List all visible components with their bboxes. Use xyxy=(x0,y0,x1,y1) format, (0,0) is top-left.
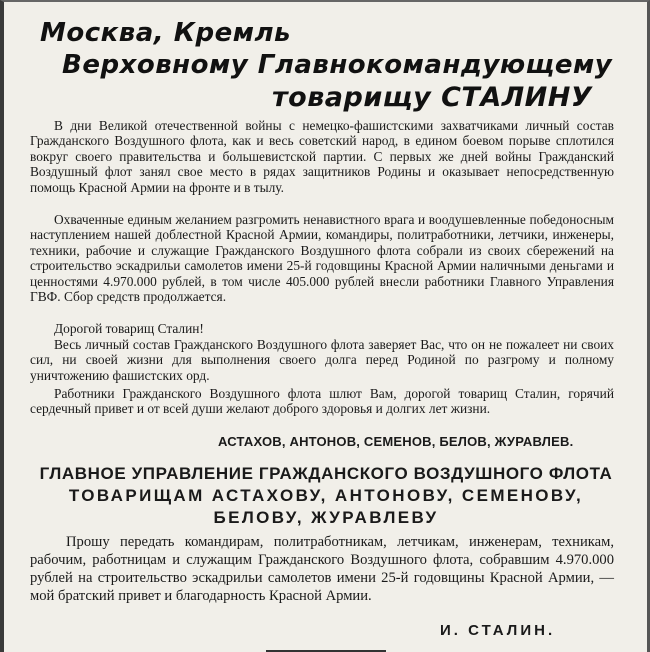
letter-paragraph-2: Охваченные единым желанием разгромить ненавистного врага и воодушевленные победоносным наступлением нашей доблестной Красной Армии, командиры, политработники, летчики, инженеры, техники, рабочие и служащие Гражданского Воздушного флота собрали из своих сбережений на строительство эскадрильи самолетов имени 25-й годовщины Красной Армии наличными деньгами и ценностями 4.970.000 рублей, в том числе 405.000 рублей внесли работники Главного Управления ГВФ. Сбор средств продолжается. xyxy=(30,212,614,305)
reply-text: Прошу передать командирам, политработникам, летчикам, инженерам, техникам, рабочим, работницам и служащим Гражданского Воздушного флота, собравшим 4.970.000 рублей на строительство эскадрильи самолетов имени 25-й годовщины Красной Армии, — мой братский привет и благодарность Красной Армии. xyxy=(30,534,614,604)
letter-signers: АСТАХОВ, АНТОНОВ, СЕМЕНОВ, БЕЛОВ, ЖУРАВЛЕВ. xyxy=(218,434,574,449)
letter-salutation: Дорогой товарищ Сталин! xyxy=(54,321,204,336)
address-line-1: Москва, Кремль xyxy=(40,18,291,48)
reply-signature: И. СТАЛИН. xyxy=(440,622,556,639)
letter-paragraph-4: Работники Гражданского Воздушного флота шлют Вам, дорогой товарищ Сталин, горячий сердечный привет и от всей души желают доброго здоровья и долгих лет жизни. xyxy=(30,386,614,417)
reply-header-2: ТОВАРИЩАМ АСТАХОВУ, АНТОНОВУ, СЕМЕНОВУ, xyxy=(68,486,584,505)
address-line-3: товарищу СТАЛИНУ xyxy=(272,82,593,113)
reply-header-3: БЕЛОВУ, ЖУРАВЛЕВУ xyxy=(213,508,439,527)
address-line-2: Верховному Главнокомандующему xyxy=(62,50,613,80)
letter-paragraph-1: В дни Великой отечественной войны с немецко-фашистскими захватчиками личный состав Гражданского Воздушного флота, как и весь советский народ, в едином боевом порыве сплотился вокруг своего правительства и большевистской партии. С первых же дней войны Гражданский Воздушный флот занял свое место в рядах защитников Родины и оказывает непосредственную помощь Красной Армии на фронте и в тылу. xyxy=(30,118,614,195)
letter-paragraph-3: Весь личный состав Гражданского Воздушного флота заверяет Вас, что он не пожалеет ни своих сил, ни своей жизни для выполнения своего долга перед Родиной по разгрому и полному уничтожению фашистских орд. xyxy=(30,337,614,383)
reply-header-1: ГЛАВНОЕ УПРАВЛЕНИЕ ГРАЖДАНСКОГО ВОЗДУШНОГО ФЛОТА xyxy=(39,464,613,483)
